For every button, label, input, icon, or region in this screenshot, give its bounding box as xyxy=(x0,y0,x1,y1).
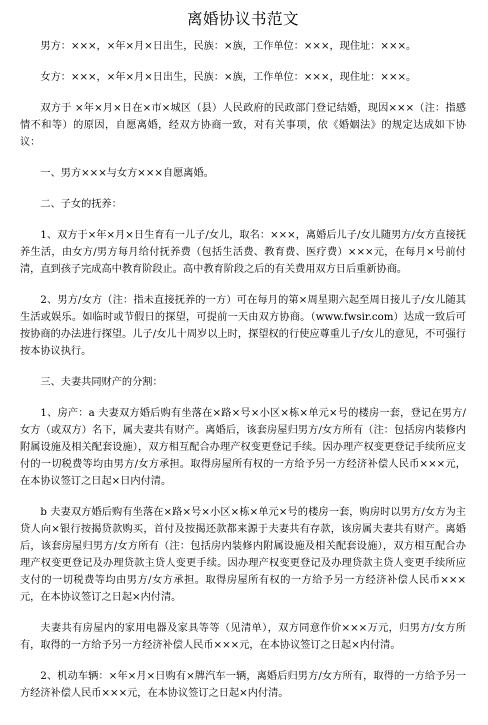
household-items-paragraph: 夫妻共有房屋内的家用电器及家具等等（见清单），双方同意作价×××万元，归男方/女方所有，取得的一方给予另一方经济补偿人民币×××元，在本协议签订之日起×内付清。 xyxy=(20,623,466,651)
male-party-info: 男方：×××，×年×月×日出生，民族：×族，工作单位：×××，现住址：×××。 xyxy=(40,41,417,52)
marriage-background-paragraph: 双方于 ×年×月×日在×市×城区（县）人民政府的民政部门登记结婚，现因×××（注：指感情不和等）的原因，自愿离婚，经双方协商一致，对有关事项，依《婚姻法》的规定达成如下协议： xyxy=(20,103,466,148)
property-house-a-paragraph: 1、房产：a 夫妻双方婚后购有坐落在×路×号×小区×栋×单元×号的楼房一套，登记在男方/女方（或双方）名下，属夫妻共有财产。离婚后，该套房屋归男方/女方所有（注：包括房内装修内附属设施及相关配套设施），双方相互配合办理产权变更登记手续。因办理产权变更登记手续所应支付的一切税费等均由男方/女方承担。取得房屋所有权的一方给予另一方经济补偿人民币×××元，在本协议签订之日起×日内付清。 xyxy=(20,408,466,487)
visitation-paragraph: 2、男方/女方（注：指未直接抚养的一方）可在每月的第×周星期六起至周日接儿子/女儿随其生活或娱乐。如临时或节假日的探望，可提前一天由双方协商。（www.fwsir.com）达成一致后可按协商的办法进行探望。儿子/女儿十周岁以上时，探望权的行使应尊重儿子/女儿的意见，不可强行按本协议执行。 xyxy=(20,295,466,357)
section-two-heading: 二、子女的抚养： xyxy=(40,199,122,210)
document-title: 离婚协议书范文 xyxy=(186,10,299,28)
female-party-info: 女方：×××，×年×月×日出生，民族：×族，工作单位：×××，现住址：×××。 xyxy=(40,72,417,83)
section-three-heading: 三、夫妻共同财产的分割： xyxy=(40,377,163,388)
child-custody-paragraph: 1、双方于×年×月×日生育有一儿子/女儿，取名：×××，离婚后儿子/女儿随男方/女方直接抚养生活，由女方/男方每月给付抚养费（包括生活费、教育费、医疗费）×××元，在每月×号前付清，直到孩子完成高中教育阶段止。高中教育阶段之后的有关费用双方日后重新协商。 xyxy=(20,230,466,275)
section-one-heading: 一、男方×××与女方×××自愿离婚。 xyxy=(40,168,214,179)
vehicle-paragraph: 2、机动车辆：×年×月×日购有×牌汽车一辆，离婚后归男方/女方所有，取得的一方给予另一方经济补偿人民币×××元，在本协议签订之日起×内付清。 xyxy=(20,671,466,699)
property-house-b-paragraph: b 夫妻双方婚后购有坐落在×路×号×小区×栋×单元×号的楼房一套，购房时以男方/女方为主贷人向×银行按揭贷款购买，首付及按揭还款都来源于夫妻共有存款，该房属夫妻共有财产。离婚后，该套房屋归男方/女方所有（注：包括房内装修内附属设施及相关配套设施），双方相互配合办理产权变更登记及办理贷款主贷人变更手续。因办理产权变更登记及办理贷款主贷人变更手续所应支付的一切税费等均由男方/女方承担。取得房屋所有权的一方给予另一方经济补偿人民币×××元，在本协议签订之日起×内付清。 xyxy=(20,507,466,603)
